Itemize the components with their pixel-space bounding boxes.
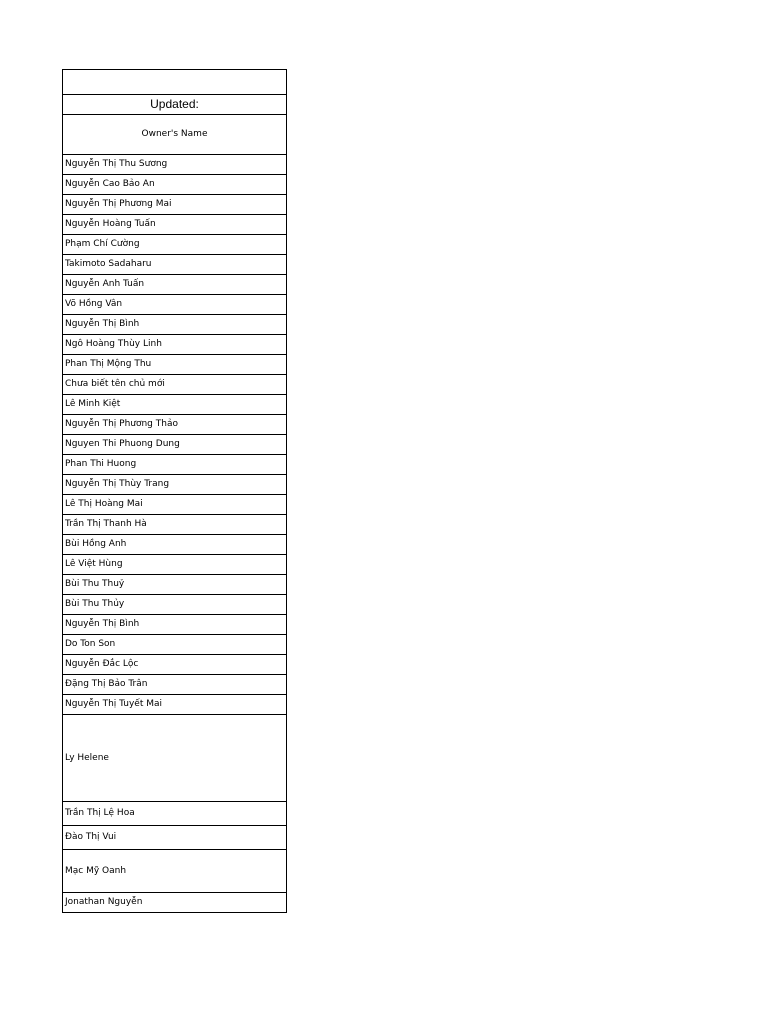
updated-cell[interactable]: Updated: xyxy=(63,95,287,115)
table-row xyxy=(63,455,287,475)
table-row xyxy=(63,655,287,675)
owner-name-cell[interactable]: Trần Thị Thanh Hà xyxy=(63,515,287,535)
owner-name-cell[interactable]: Nguyễn Thị Bình xyxy=(63,615,287,635)
owner-name-cell[interactable]: Ly Helene xyxy=(63,715,287,802)
table-row xyxy=(63,275,287,295)
table-row xyxy=(63,826,287,850)
owner-name-cell[interactable]: Lê Thị Hoàng Mai xyxy=(63,495,287,515)
table-row xyxy=(63,635,287,655)
table-row xyxy=(63,395,287,415)
owner-name-cell[interactable]: Nguyễn Thị Tuyết Mai xyxy=(63,695,287,715)
table-row xyxy=(63,850,287,893)
owners-table xyxy=(62,69,287,913)
owner-name-cell[interactable]: Nguyễn Thị Phương Mai xyxy=(63,195,287,215)
blank-row xyxy=(63,70,287,95)
owner-name-cell[interactable]: Phan Thị Mộng Thu xyxy=(63,355,287,375)
owner-name-cell[interactable]: Bùi Thu Thủy xyxy=(63,595,287,615)
table-row xyxy=(63,155,287,175)
owner-name-cell[interactable]: Nguyễn Thị Bình xyxy=(63,315,287,335)
owner-name-cell[interactable]: Võ Hồng Vân xyxy=(63,295,287,315)
table-row xyxy=(63,215,287,235)
owner-name-cell[interactable]: Takimoto Sadaharu xyxy=(63,255,287,275)
owner-name-cell[interactable]: Do Ton Son xyxy=(63,635,287,655)
owner-name-cell[interactable]: Trần Thị Lệ Hoa xyxy=(63,802,287,826)
table-row xyxy=(63,555,287,575)
table-row xyxy=(63,695,287,715)
table-row xyxy=(63,335,287,355)
owner-name-cell[interactable]: Nguyễn Hoàng Tuấn xyxy=(63,215,287,235)
table-row xyxy=(63,255,287,275)
updated-row xyxy=(63,95,287,115)
table-row xyxy=(63,375,287,395)
owner-name-cell[interactable]: Đào Thị Vui xyxy=(63,826,287,850)
table-row xyxy=(63,615,287,635)
table-row xyxy=(63,495,287,515)
owner-name-cell[interactable]: Nguyen Thi Phuong Dung xyxy=(63,435,287,455)
table-row xyxy=(63,715,287,802)
table-row xyxy=(63,675,287,695)
owner-name-cell[interactable]: Mạc Mỹ Oanh xyxy=(63,850,287,893)
owner-name-cell[interactable]: Phạm Chí Cường xyxy=(63,235,287,255)
table-row xyxy=(63,515,287,535)
blank-cell[interactable] xyxy=(63,70,287,95)
table-row xyxy=(63,435,287,455)
table-row xyxy=(63,175,287,195)
owner-name-cell[interactable]: Lê Minh Kiệt xyxy=(63,395,287,415)
owner-name-cell[interactable]: Nguyễn Anh Tuấn xyxy=(63,275,287,295)
owner-name-cell[interactable]: Nguyễn Thị Thu Sương xyxy=(63,155,287,175)
owner-name-cell[interactable]: Jonathan Nguyễn xyxy=(63,893,287,913)
owner-name-cell[interactable]: Bùi Thu Thuỷ xyxy=(63,575,287,595)
owner-name-cell[interactable]: Ngô Hoàng Thùy Linh xyxy=(63,335,287,355)
table-row xyxy=(63,195,287,215)
table-row xyxy=(63,802,287,826)
owner-name-cell[interactable]: Chưa biết tên chủ mới xyxy=(63,375,287,395)
table-row xyxy=(63,535,287,555)
table-row xyxy=(63,295,287,315)
table-row xyxy=(63,595,287,615)
table-row xyxy=(63,235,287,255)
owner-name-cell[interactable]: Nguyễn Cao Bảo An xyxy=(63,175,287,195)
table-row xyxy=(63,475,287,495)
owner-name-cell[interactable]: Nguyễn Đắc Lộc xyxy=(63,655,287,675)
owner-name-cell[interactable]: Phan Thi Huong xyxy=(63,455,287,475)
table-row xyxy=(63,575,287,595)
table-row xyxy=(63,315,287,335)
table-row xyxy=(63,893,287,913)
table-row xyxy=(63,355,287,375)
owner-name-cell[interactable]: Nguyễn Thị Thùy Trang xyxy=(63,475,287,495)
owner-name-cell[interactable]: Nguyễn Thị Phương Thảo xyxy=(63,415,287,435)
owners-name-header[interactable]: Owner's Name xyxy=(63,115,287,155)
owner-name-cell[interactable]: Bùi Hồng Anh xyxy=(63,535,287,555)
owner-name-cell[interactable]: Lê Việt Hùng xyxy=(63,555,287,575)
header-row xyxy=(63,115,287,155)
table-row xyxy=(63,415,287,435)
owner-name-cell[interactable]: Đặng Thị Bảo Trân xyxy=(63,675,287,695)
